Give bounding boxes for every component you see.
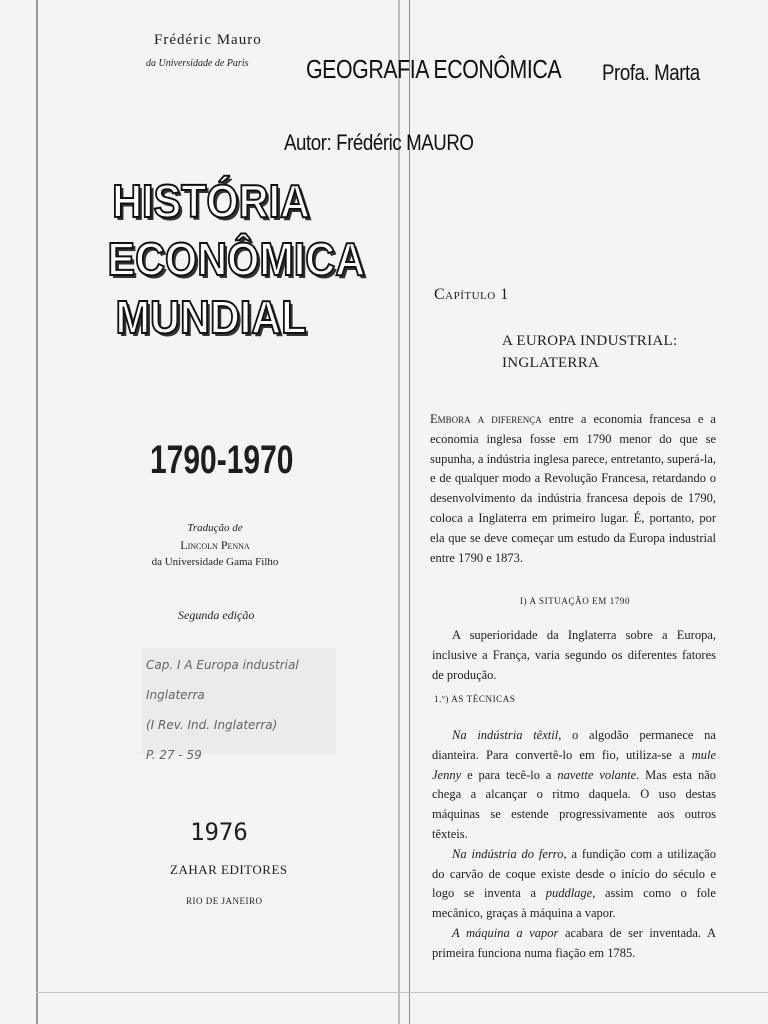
steam-lead: A máquina a vapor <box>452 925 559 940</box>
subsection-heading: 1.º) AS TÉCNICAS <box>434 694 516 704</box>
intro-paragraph <box>430 410 716 568</box>
page-edge-bottom <box>36 992 768 993</box>
intro-lead: Embora a diferença <box>430 412 542 426</box>
chapter-label: Capítulo 1 <box>434 286 509 303</box>
handwritten-notes <box>146 650 346 770</box>
iron-term: puddlage <box>545 886 593 901</box>
title-line-1: HISTÓRIA <box>112 175 310 227</box>
edition: Segunda edição <box>178 608 255 622</box>
textile-paragraph <box>432 726 716 845</box>
iron-lead: Na indústria do ferro <box>452 846 564 861</box>
publication-year: 1976 <box>190 818 248 846</box>
textile-text-1: , o algodão permanece na dianteira. Para convertê-lo em fio, utiliza-se a <box>432 728 716 762</box>
iron-text-1: , a fundição com a utilização do carvão de coque existe desde o início do século e logo se inventa a <box>432 846 716 901</box>
translation-credits <box>130 520 300 571</box>
textile-lead: Na indústria têxtil <box>452 728 559 742</box>
textile-text-2: e para tecê-lo a <box>461 767 558 782</box>
textile-term-1: mule Jenny <box>432 747 716 782</box>
iron-text-2: , assim como o fole mecânico, graças à máquina a vapor. <box>432 886 716 921</box>
author-affiliation: da Universidade de Paris <box>146 58 249 69</box>
chapter-title-line-2: INGLATERRA <box>502 355 600 371</box>
section-heading: I) A SITUAÇÃO EM 1790 <box>520 596 631 606</box>
translator-name: Lincoln Penna <box>180 538 250 552</box>
handwritten-line-1: Cap. I A Europa industrial Inglaterra <box>146 658 299 702</box>
chapter-title-line-1: A EUROPA INDUSTRIAL: <box>502 333 678 349</box>
book-title <box>96 175 366 352</box>
steam-paragraph <box>432 924 716 964</box>
publisher: ZAHAR EDITORES <box>170 862 288 877</box>
chapter-title <box>502 330 677 374</box>
publisher-city: RIO DE JANEIRO <box>186 896 263 906</box>
book-author: Frédéric Mauro <box>154 32 262 48</box>
translation-label: Tradução de <box>187 522 243 534</box>
teacher-name: Profa. Marta <box>602 60 700 85</box>
title-line-2: ECONÔMICA <box>107 233 366 285</box>
techniques-text <box>432 726 716 964</box>
section-paragraph: A superioridade da Inglaterra sobre a Europa, inclusive a França, varia segundo os diferentes fatores de produção. <box>432 628 716 682</box>
intro-text: entre a economia francesa e a economia inglesa fosse em 1790 menor do que se supunha, a indústria inglesa parece, entretanto, superá-la, e de qualquer modo a Revolução Francesa, retardando o desenvolvimento da indústria francesa depois de 1790, coloca a Inglaterra em primeiro lugar. É, portanto, por ela que se deve começar um estudo da Europa industrial entre 1790 e 1873. <box>430 412 716 565</box>
book-years: 1790-1970 <box>150 438 294 482</box>
iron-paragraph <box>432 845 716 924</box>
course-title: GEOGRAFIA ECONÔMICA <box>306 54 562 84</box>
author-line: Autor: Frédéric MAURO <box>284 130 474 155</box>
handwritten-line-3: P. 27 - 59 <box>146 748 202 762</box>
title-line-3: MUNDIAL <box>115 291 307 343</box>
handwritten-line-2: (I Rev. Ind. Inglaterra) <box>146 718 278 732</box>
textile-text-3: . Mas esta não chega a alcançar o ritmo daquela. O uso destas máquinas se estende progressivamente aos outros têxteis. <box>432 767 716 841</box>
translator-affiliation: da Universidade Gama Filho <box>151 556 279 568</box>
steam-text: acabara de ser inventada. A primeira funciona numa fiação em 1785. <box>432 925 716 960</box>
page-edge-left <box>36 0 38 1024</box>
textile-term-2: navette volante <box>557 767 637 782</box>
